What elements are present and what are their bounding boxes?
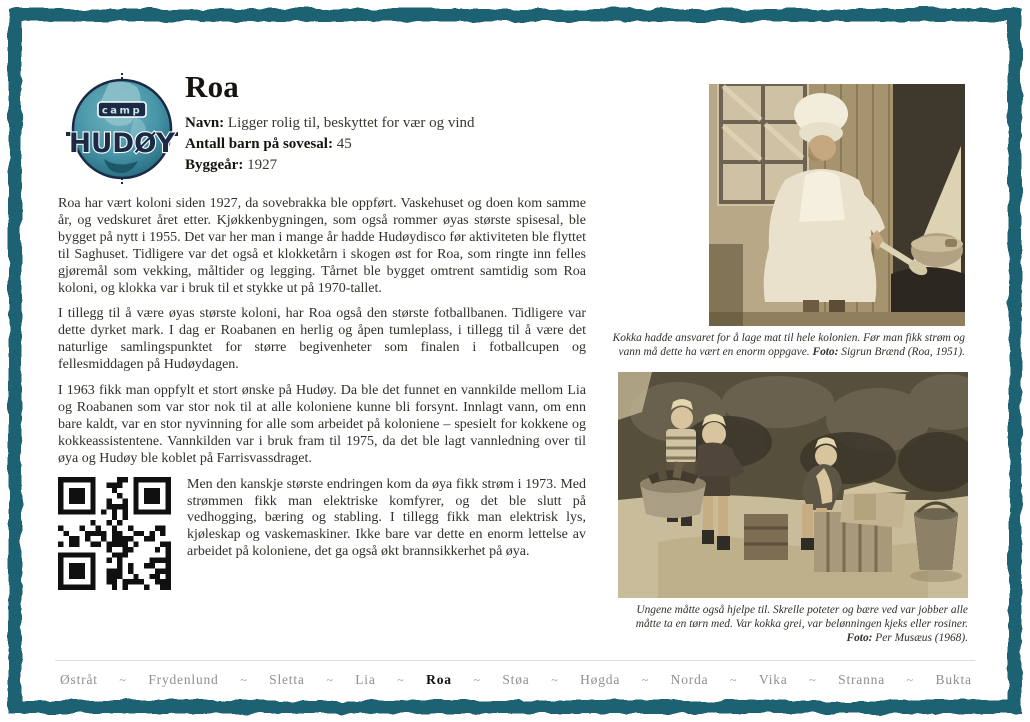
caption-credit-label: Foto: xyxy=(846,631,873,644)
footer-item-norda[interactable]: Norda xyxy=(670,672,709,687)
footer-separator: ~ xyxy=(906,673,914,687)
body-paragraph-1: Roa har vært koloni siden 1927, da sovebrakka ble oppført. Vaskehuset og doen kom samme år, og vedskuret året etter. Kjøkkenbygningen, som også rommer øyas største spisesal, ble bygget på nytt i 1955. Det var her man i mange år hadde Hudøydisco før aktiviteten ble flyttet til Saghuset. Tidligere var det også et klokketårn i skogen øst for Roa, som ringte inn felles gjøremål som vekking, måltider og legging. Tårnet ble bygget omtrent samtidig som Roa koloni, og klokka var i bruk til et stykke ut på 1970-tallet. xyxy=(58,196,586,296)
footer-item-lia[interactable]: Lia xyxy=(355,672,376,687)
footer-separator: ~ xyxy=(240,673,248,687)
caption-credit: Sigrun Brænd (Roa, 1951). xyxy=(841,345,965,358)
page-title: Roa xyxy=(185,69,239,104)
footer-item-roa[interactable]: Roa xyxy=(426,672,452,687)
meta-antall-barn-label: Antall barn på sovesal: xyxy=(185,136,333,152)
footer-item-hogda[interactable]: Høgda xyxy=(580,672,621,687)
logo-top-text: camp xyxy=(101,105,143,117)
photo-cook-caption xyxy=(600,332,965,360)
footer-item-vika[interactable]: Vika xyxy=(758,672,788,687)
meta-byggear-value: 1927 xyxy=(247,157,278,173)
article-body xyxy=(58,196,586,590)
meta-navn-value: Ligger rolig til, beskyttet for vær og vind xyxy=(227,115,475,131)
footer-item-sletta[interactable]: Sletta xyxy=(269,672,305,687)
photo-children xyxy=(618,372,968,598)
body-paragraph-2: I tillegg til å være øyas største koloni, har Roa også den største fotballbanen. Tidligere var dette dyrket mark. I dag er Roabanen en herlig og åpen tumleplass, i tillegg til å være det naturlige samlingspunktet for større begivenheter som finalen i fotballcupen og fellesmiddagen på Hudøydagen. xyxy=(58,306,586,373)
qr-paragraph-row xyxy=(58,477,586,590)
meta-antall-barn xyxy=(185,134,625,155)
meta-navn-label: Navn: xyxy=(185,115,225,131)
caption-credit-label: Foto: xyxy=(812,345,839,358)
caption-credit: Per Musæus (1968). xyxy=(875,631,968,644)
footer-item-frydenlund[interactable]: Frydenlund xyxy=(148,672,219,687)
footer-separator: ~ xyxy=(397,673,405,687)
footer-item-stranna[interactable]: Stranna xyxy=(838,672,885,687)
footer-separator: ~ xyxy=(326,673,334,687)
footer-separator: ~ xyxy=(730,673,738,687)
camp-hudoy-logo-icon xyxy=(64,71,180,187)
logo-main-text: HUDØY xyxy=(69,128,176,159)
footer-item-bukta[interactable]: Bukta xyxy=(935,672,972,687)
meta-antall-barn-value: 45 xyxy=(336,136,352,152)
footer-nav xyxy=(60,672,972,688)
body-paragraph-3: I 1963 fikk man oppfylt et stort ønske på Hudøy. Da ble det funnet en vannkilde mellom Lia og Roabanen som var stor nok til at alle koloniene kunne bli forsynt. Innlagt vann, om enn bare kaldt, var en stor nyvinning for alle som arbeidet på koloniene – spesielt for kokkene og kokkeassistentene. Vannkilden var i bruk fram til 1975, da det ble lagt vannledning over til øya og Hudøy ble koblet på Farrisvassdraget. xyxy=(58,383,586,466)
footer-separator: ~ xyxy=(473,673,481,687)
footer-separator: ~ xyxy=(551,673,559,687)
caption-text: Ungene måtte også hjelpe til. Skrelle poteter og bære ved var jobber alle måtte ta en tørn med. Var kokka grei, var belønningen kjeks eller rosiner. xyxy=(635,604,968,630)
caption-text: Kokka hadde ansvaret for å lage mat til hele kolonien. Før man fikk strøm og vann må dette ha vært en enorm oppgave. xyxy=(612,332,965,358)
meta-navn xyxy=(185,113,625,134)
meta-byggear-label: Byggeår: xyxy=(185,157,244,173)
qr-code xyxy=(58,477,171,590)
footer-divider xyxy=(55,660,975,661)
photo-cook xyxy=(709,84,965,326)
photo-children-caption xyxy=(615,604,968,645)
footer-separator: ~ xyxy=(641,673,650,687)
footer-item-stoa[interactable]: Støa xyxy=(502,672,530,687)
body-paragraph-4: Men den kanskje største endringen kom da øya fikk strøm i 1973. Med strømmen fikk man elektriske komfyrer, og det ble slutt på vedhogging, bæring og stabling. I tillegg fikk man elektrisk lys, kjøleskap og vaskemaskiner. Ikke bare var dette en enorm lettelse av arbeidet på koloniene, det ga også økt brannsikkerhet på øya. xyxy=(187,476,586,560)
header-block xyxy=(185,70,625,176)
meta-byggear xyxy=(185,155,625,176)
footer-item-ostrat[interactable]: Østråt xyxy=(60,672,98,687)
footer-separator: ~ xyxy=(119,673,127,687)
footer-separator: ~ xyxy=(809,673,817,687)
